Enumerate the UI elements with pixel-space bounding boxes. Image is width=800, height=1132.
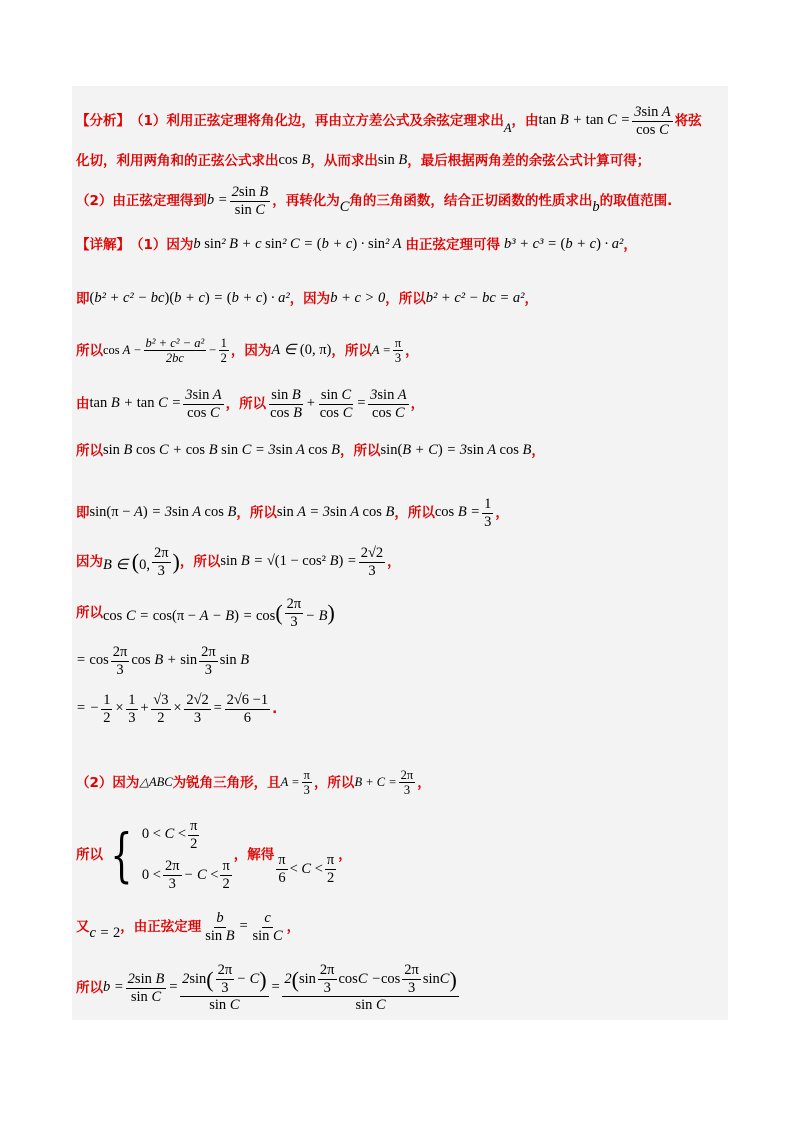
math-fraction: $\frac{1}{3}$	[128, 692, 136, 726]
detail-text: ，	[338, 847, 352, 864]
detail-text: ，	[531, 442, 545, 459]
math-expr: sin(B + C) = 3sin A cos B	[380, 442, 532, 458]
detail-text: 所以	[76, 342, 103, 359]
math-expr: )	[172, 548, 180, 574]
math-A: A	[503, 120, 512, 135]
analysis-line-1	[76, 104, 724, 138]
math-fraction: $\frac{\text{sin B}}{\text{cos B}}$	[270, 387, 302, 421]
math-fraction: $\frac{\pi}{6}$	[278, 852, 286, 886]
math-expr: ×	[114, 700, 125, 717]
math-expr: sin B cos C + cos B sin C = 3sin A cos B	[103, 442, 341, 458]
math-expr: sin(π − A) = 3sin A cos B	[89, 504, 237, 521]
brace: {	[110, 821, 133, 890]
math-expr: cos B	[278, 152, 311, 168]
detail-text: 由	[76, 396, 90, 413]
math-expr: b sin² B + c sin² C = (b + c) · sin² A	[193, 236, 402, 252]
detail-text: 由正弦定理可得	[405, 236, 501, 253]
math-expr: < C <	[289, 860, 323, 877]
analysis-tag: 【分析】	[76, 113, 130, 130]
analysis-text: ，由	[511, 113, 539, 130]
math-expr: =	[356, 395, 367, 412]
detail-text: ，所以	[385, 290, 426, 307]
math-fraction: $\frac{\text{3sin A}}{\text{cos C}}$	[634, 104, 671, 138]
detail-line-5	[76, 442, 724, 459]
math-fraction: $\frac{\text{b² + c² − a²}}{2bc}$	[145, 336, 205, 366]
math-fraction: $\frac{2\pi}{3}$	[286, 596, 302, 630]
analysis-text: ，从而求出	[310, 152, 378, 169]
math-fraction: $\frac{\text{sin C}}{\text{cos C}}$	[319, 387, 353, 421]
math-expr: cos B + sin	[131, 652, 198, 669]
math-expr: cos A −	[103, 343, 142, 358]
detail-text: 即	[76, 290, 90, 307]
math-fraction: $\frac{\text{2sin B}}{\text{sin C}}$	[231, 184, 269, 218]
math-expr: 0 <	[141, 866, 161, 883]
math-expr: b² + c² − bc = a²	[425, 290, 525, 306]
math-fraction: $\frac{2\pi}{3}$	[201, 644, 216, 678]
detail-text: ，所以	[394, 505, 435, 522]
math-fraction: $\frac{2\pi}{3}$	[112, 644, 128, 678]
detail-text: ，解得	[233, 847, 275, 864]
detail-text: 所以	[76, 442, 103, 459]
detail-text: 所以	[76, 605, 103, 622]
math-expr: sin B	[377, 152, 408, 168]
math-expr: A =	[280, 775, 300, 790]
math-fraction: $\frac{c}{\text{sin C}}$	[252, 910, 283, 944]
math-expr: =	[270, 979, 281, 996]
math-fraction: $\frac{\text{2sin B}}{\text{sin C}}$	[127, 970, 165, 1005]
math-expr: ×	[172, 700, 183, 717]
math-fraction: $\frac{2√2}{3}$	[186, 692, 209, 726]
math-fraction: $\frac{2\pi}{3}$	[164, 858, 180, 893]
math-expr: 0 < C <	[141, 826, 187, 843]
math-expr: B + C =	[354, 775, 397, 790]
math-expr: b =	[206, 192, 228, 209]
math-expr: +	[305, 395, 316, 412]
math-expr: cos B =	[434, 504, 481, 521]
math-fraction: $\frac{√3}{2}$	[153, 692, 169, 726]
detail-text: .	[272, 701, 278, 718]
math-expr: tan B + tan C =	[89, 395, 182, 412]
detail-text: （2）因为	[76, 774, 140, 791]
detail-text: ，	[623, 236, 637, 253]
detail-text: ，所以	[340, 442, 381, 459]
math-fraction: $\frac{\pi}{3}$	[303, 768, 310, 798]
math-expr: =	[168, 979, 179, 996]
math-expr: sin B	[219, 652, 250, 669]
detail-text: ，	[387, 554, 401, 571]
detail-text: ，	[405, 342, 419, 359]
detail-line-4	[76, 387, 724, 421]
part2-line-1	[76, 768, 724, 798]
detail-line-6	[76, 496, 724, 530]
math-fraction: 2 sin ( $\frac{2\pi}{3}$ − C ) sin C	[182, 962, 267, 1014]
math-expr: =	[212, 700, 223, 717]
math-fraction: $\frac{1}{2}$	[103, 692, 111, 726]
detail-text: 所以	[76, 847, 103, 864]
detail-text: ，	[410, 396, 425, 413]
detail-text: 即	[76, 505, 90, 522]
analysis-text: 化切，利用两角和的正弦公式求出	[76, 152, 279, 169]
math-expr: b + c > 0	[330, 290, 386, 306]
math-expr: −	[208, 343, 217, 358]
detail-text: 因为	[76, 554, 103, 571]
detail-text: （1）因为	[130, 236, 194, 253]
math-expr: b³ + c³ = (b + c) · a²	[504, 236, 624, 252]
detail-text: 所以	[76, 979, 103, 996]
math-expr: sin B = √(1 − cos² B) =	[220, 553, 357, 570]
math-expr: A =	[371, 343, 391, 358]
detail-line-7	[76, 545, 724, 579]
analysis-line-3	[76, 184, 724, 218]
analysis-text: ，再转化为	[272, 193, 340, 210]
math-expr: = cos	[76, 652, 109, 669]
detail-text: ，	[286, 919, 301, 936]
detail-text: ，所以	[225, 396, 267, 413]
detail-text: 又	[76, 919, 90, 936]
math-expr: =	[238, 918, 249, 935]
math-expr: △ABC	[139, 775, 173, 790]
analysis-line-2	[76, 152, 724, 169]
inequality-system	[103, 818, 234, 893]
math-expr: sin A = 3sin A cos B	[276, 504, 395, 521]
math-fraction: $\frac{\pi}{2}$	[190, 818, 198, 852]
detail-line-1	[76, 236, 724, 253]
math-fraction: $\frac{\text{3sin A}}{\text{cos C}}$	[370, 387, 407, 421]
math-fraction: $\frac{2\pi}{3}$	[153, 545, 169, 579]
math-expr: = −	[76, 700, 100, 717]
detail-text: ，所以	[313, 774, 355, 791]
math-expr: − B)	[305, 599, 335, 625]
math-fraction: $\frac{b}{\text{sin B}}$	[205, 910, 235, 944]
detail-text: ，因为	[289, 290, 331, 307]
math-expr: A ∈ (0, π)	[271, 342, 332, 359]
analysis-text: （1）利用正弦定理将角化边，再由立方差公式及余弦定理求出	[130, 113, 504, 130]
math-expr: cos C = cos(π − A − B) = cos(	[103, 599, 283, 625]
math-fraction: $\frac{\text{3sin A}}{\text{cos C}}$	[185, 387, 222, 421]
detail-text: ，	[417, 774, 431, 791]
analysis-text: 的取值范围.	[599, 193, 673, 210]
detail-text: ，	[495, 505, 509, 522]
analysis-text: 角的三角函数，结合正切函数的性质求出	[349, 193, 593, 210]
math-fraction: $\frac{1}{3}$	[484, 496, 492, 530]
detail-text: ，由正弦定理	[120, 919, 202, 936]
math-fraction: 2 ( sin $\frac{2\pi}{3}$ cos C − cos $\frac{2\pi}{3}$ sin C ) sin C	[284, 962, 457, 1014]
part2-line-4	[76, 962, 724, 1014]
math-expr: tan B + tan C =	[538, 112, 631, 129]
math-fraction: $\frac{2\pi}{3}$	[400, 768, 414, 798]
math-fraction: $\frac{\pi}{3}$	[394, 336, 402, 366]
math-expr: (b² + c² − bc)(b + c) = (b + c) · a²	[89, 290, 290, 306]
math-fraction: $\frac{\pi}{2}$	[222, 858, 230, 893]
part2-line-2	[76, 818, 724, 893]
detail-text: ，因为	[230, 342, 272, 359]
detail-text: ，所以	[331, 342, 372, 359]
detail-text: 为锐角三角形，且	[172, 774, 281, 791]
part2-line-3	[76, 910, 724, 944]
detail-line-8	[76, 596, 724, 630]
math-b: b	[592, 199, 600, 216]
math-expr: c = 2	[89, 925, 121, 942]
math-expr: B ∈ (0,	[103, 548, 150, 574]
analysis-text: 将弦	[674, 113, 702, 130]
math-expr: − C <	[183, 866, 219, 883]
detail-line-9	[76, 644, 724, 678]
analysis-text: ，最后根据两角差的余弦公式计算可得；	[407, 152, 651, 169]
math-fraction: $\frac{2√2}{3}$	[360, 545, 384, 579]
math-fraction: $\frac{2√6 -1}{6}$	[226, 692, 269, 726]
math-expr: +	[139, 700, 150, 717]
math-expr: b =	[103, 979, 124, 996]
math-C: C	[339, 199, 350, 216]
math-fraction: $\frac{\pi}{2}$	[326, 852, 335, 886]
analysis-text: （2）由正弦定理得到	[76, 193, 207, 210]
detail-text: ，所以	[179, 554, 221, 571]
detail-tag: 【详解】	[76, 236, 130, 253]
detail-text: ，	[524, 290, 538, 307]
detail-line-10	[76, 692, 724, 726]
detail-line-3	[76, 336, 724, 366]
detail-text: ，所以	[236, 505, 277, 522]
detail-line-2	[76, 290, 724, 307]
math-fraction: $\frac{1}{2}$	[220, 336, 227, 366]
